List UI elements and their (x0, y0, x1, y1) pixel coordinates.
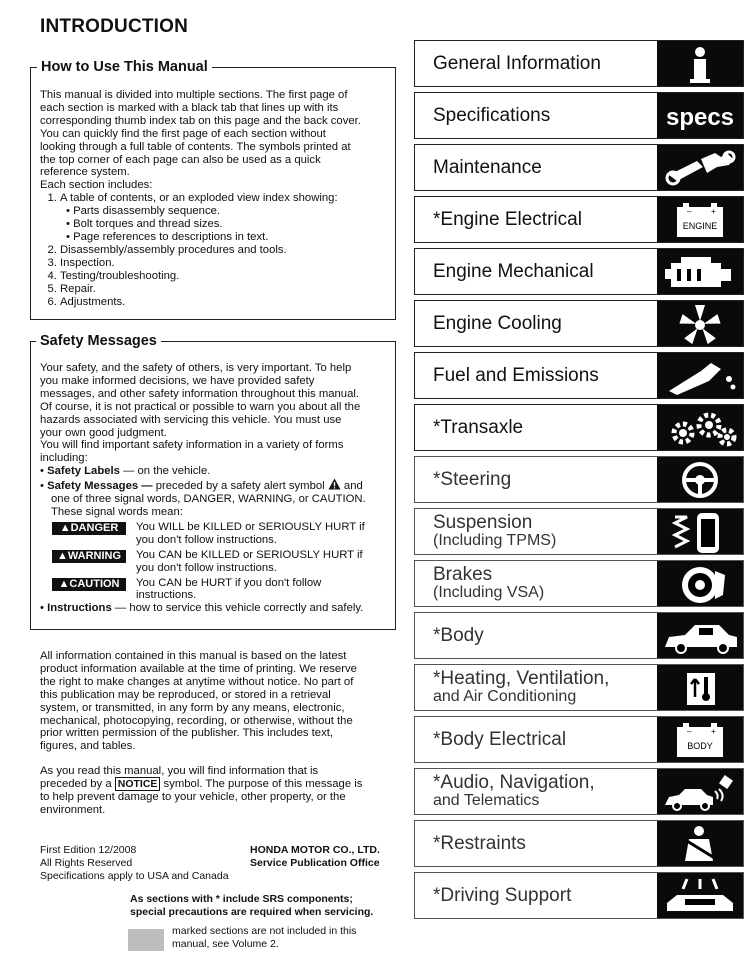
how-to-line: the top corner of each page can also be used as a quick (40, 153, 321, 166)
section-tab[interactable] (414, 456, 744, 503)
section-tab-label: *Transaxle (433, 416, 524, 438)
section-tab-label: Engine Mechanical (433, 260, 594, 282)
section-tab[interactable] (414, 716, 744, 763)
volume2-shade-swatch (128, 929, 164, 951)
section-tab[interactable] (414, 248, 744, 295)
company-name: HONDA MOTOR CO., LTD. (250, 844, 380, 856)
brake-disc-icon (657, 561, 743, 606)
rights-text: All Rights Reserved (40, 857, 133, 869)
section-tab[interactable] (414, 508, 744, 555)
section-tab-label: *Restraints (433, 832, 526, 854)
section-tab[interactable] (414, 872, 744, 919)
section-tab-label: *Engine Electrical (433, 208, 582, 230)
list-item: • Bolt torques and thread sizes. (66, 218, 390, 231)
section-tab-label: *Audio, Navigation, and Telematics (433, 771, 595, 809)
section-tab-label: Suspension (Including TPMS) (433, 511, 557, 549)
safety-messages-item: • Safety Messages — preceded by a safety alert symbol and (40, 480, 363, 493)
safety-line: you make informed decisions, we have provided safety (40, 374, 315, 387)
svg-text:+: + (711, 727, 716, 736)
how-to-heading: How to Use This Manual (37, 59, 212, 75)
safety-line: You will find important safety information in a variety of forms (40, 439, 344, 452)
page-title: INTRODUCTION (40, 16, 189, 37)
engine-block-icon (657, 249, 743, 294)
section-tab[interactable] (414, 820, 744, 867)
how-to-line: reference system. (40, 166, 130, 179)
svg-text:ENGINE: ENGINE (682, 221, 718, 231)
gears-icon (657, 405, 743, 450)
svg-text:specs: specs (665, 104, 735, 131)
section-tab[interactable] (414, 40, 744, 87)
safety-line: messages, and other safety information throughout this manual. (40, 387, 360, 400)
how-to-line: each section is marked with a black tab that lines up with its (40, 101, 339, 114)
list-item: 2. Disassembly/assembly procedures and tools. (60, 244, 390, 257)
how-to-text (40, 89, 390, 308)
how-to-line: corresponding thumb index tab on this page and the back cover. (40, 114, 361, 127)
safety-line: one of three signal words, DANGER, WARNING, or CAUTION. (51, 493, 366, 506)
section-tab-label: *Heating, Ventilation, and Air Conditioning (433, 667, 610, 705)
section-tab[interactable] (414, 404, 744, 451)
car-body-icon (657, 613, 743, 658)
info-paragraph: All information contained in this manual is based on the latest product information available at the time of printing. We reserve the right to make changes at anytime without notice. No part of this publication may be reproduced, or stored in a retrieval system, or transmitted, in any form by any means, electronic, mechanical, photocopying, recording, or otherwise, without the prior written permission of the publisher. This includes text, figures, and tables. (40, 650, 357, 753)
safety-labels-item: • Safety Labels — on the vehicle. (40, 465, 211, 478)
section-tab-label: Specifications (433, 104, 551, 126)
section-tab[interactable] (414, 664, 744, 711)
section-tab-label: *Body Electrical (433, 728, 567, 750)
driving-support-icon (657, 873, 743, 918)
specs-text: Specifications apply to USA and Canada (40, 870, 229, 882)
safety-line: including: (40, 452, 88, 465)
signal-caution: ▲CAUTION You CAN be HURT if you don't follow instructions. (52, 577, 392, 603)
section-tab-label: *Body (433, 624, 484, 646)
section-tab[interactable] (414, 196, 744, 243)
list-item: 4. Testing/troubleshooting. (60, 270, 390, 283)
wrench-hand-icon (657, 145, 743, 190)
svg-text:–: – (687, 207, 692, 216)
fan-icon (657, 301, 743, 346)
safety-line: Of course, it is not practical or possible to warn you about all the (40, 400, 361, 413)
notice-paragraph: As you read this manual, you will find information that is preceded by a NOTICE symbol. The purpose of this message is to help prevent damage to your vehicle, other property, or the environment. (40, 765, 363, 816)
section-tab[interactable] (414, 92, 744, 139)
list-item: 5. Repair. (60, 283, 390, 296)
seatbelt-icon (657, 821, 743, 866)
section-tab-label: Engine Cooling (433, 312, 562, 334)
fuel-nozzle-icon (657, 353, 743, 398)
volume2-note: marked sections are not included in this manual, see Volume 2. (172, 925, 357, 950)
safety-line: your own good judgment. (40, 426, 167, 439)
signal-warning: ▲WARNING You CAN be KILLED or SERIOUSLY HURT if you don't follow instructions. (52, 549, 392, 575)
safety-line: Your safety, and the safety of others, is very important. To help (40, 362, 352, 374)
safety-alert-icon (328, 478, 341, 490)
safety-text (40, 362, 392, 615)
svg-text:+: + (711, 207, 716, 216)
section-tab-label: General Information (433, 52, 601, 74)
section-tab[interactable] (414, 300, 744, 347)
office-name: Service Publication Office (250, 857, 380, 869)
list-item: 1. A table of contents, or an exploded view index showing: • Parts disassembly sequence. • Bolt torques and thread sizes. • Page references to descriptions in text. (60, 192, 390, 244)
section-tab[interactable] (414, 352, 744, 399)
section-tab-label: *Driving Support (433, 884, 572, 906)
danger-badge: ▲DANGER (52, 522, 126, 535)
how-to-line: This manual is divided into multiple sections. The first page of (40, 89, 348, 101)
specs-icon (657, 93, 743, 138)
list-item: • Parts disassembly sequence. (66, 205, 390, 218)
instructions-item: • Instructions — how to service this vehicle correctly and safely. (40, 602, 364, 615)
section-tab[interactable] (414, 612, 744, 659)
section-tab-label: *Steering (433, 468, 512, 490)
section-contents-list (40, 192, 390, 308)
caution-badge: ▲CAUTION (52, 578, 126, 591)
section-tab[interactable] (414, 144, 744, 191)
edition-block (40, 844, 229, 883)
body-battery-icon (657, 717, 743, 762)
section-tab[interactable] (414, 560, 744, 607)
notice-symbol: NOTICE (115, 777, 161, 791)
section-tab[interactable] (414, 768, 744, 815)
safety-heading: Safety Messages (36, 333, 161, 349)
safety-line: hazards associated with servicing this vehicle. You must use (40, 413, 342, 426)
list-item: 3. Inspection. (60, 257, 390, 270)
list-item: • Page references to descriptions in text. (66, 231, 390, 244)
safety-line: These signal words mean: (51, 505, 183, 518)
svg-text:–: – (687, 727, 692, 736)
section-tab-label: Fuel and Emissions (433, 364, 599, 386)
section-tab-label: Maintenance (433, 156, 542, 178)
list-item: 6. Adjustments. (60, 296, 390, 309)
signal-danger: ▲DANGER You WILL be KILLED or SERIOUSLY HURT if you don't follow instructions. (52, 521, 392, 547)
info-icon (657, 41, 743, 86)
svg-text:BODY: BODY (687, 741, 713, 751)
suspension-icon (657, 509, 743, 554)
thermometer-icon (657, 665, 743, 710)
engine-battery-icon (657, 197, 743, 242)
steering-wheel-icon (657, 457, 743, 502)
section-tab-label: Brakes (Including VSA) (433, 563, 545, 601)
satellite-car-icon (657, 769, 743, 814)
publisher-block (250, 844, 380, 870)
edition-text: First Edition 12/2008 (40, 844, 137, 856)
how-to-line: Each section includes: (40, 179, 153, 192)
warning-badge: ▲WARNING (52, 550, 126, 563)
how-to-line: looking through a full table of contents. The symbols printed at (40, 140, 351, 153)
how-to-line: You can quickly find the first page of each section without (40, 127, 326, 140)
srs-note: As sections with * include SRS components; special precautions are required when servicing. (130, 893, 374, 918)
